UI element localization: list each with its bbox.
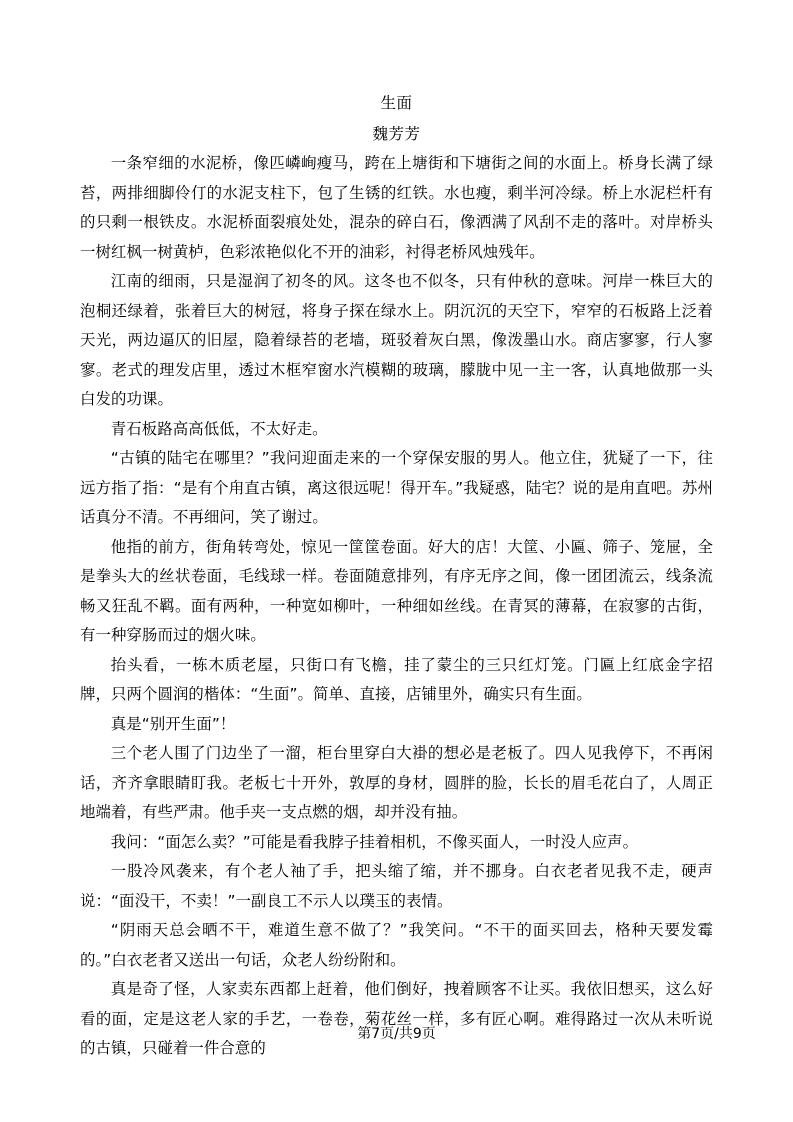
paragraph: 真是奇了怪，人家卖东西都上赶着，他们倒好，拽着顾客不让买。我依旧想买，这么好看的面，定是这老人家的手艺，一卷卷，菊花丝一样，多有匠心啊。难得路过一次从未听说的古镇，只碰着一件合意的 xyxy=(80,980,713,1057)
paragraph: 青石板路高高低低，不太好走。 xyxy=(110,419,328,438)
paragraph: 三个老人围了门边坐了一溜，柜台里穿白大褂的想必是老板了。四人见我停下，不再闲话，齐齐拿眼睛盯我。老板七十开外，敦厚的身材，圆胖的脸，长长的眉毛花白了，人周正地端着，有些严肃。他手夹一支点燃的烟，却并没有抽。 xyxy=(80,744,713,821)
paragraph: 一条窄细的水泥桥，像匹嶙峋瘦马，跨在上塘街和下塘街之间的水面上。桥身长满了绿苔，两排细脚伶仃的水泥支柱下，包了生锈的红铁。水也瘦，剩半河冷绿。桥上水泥栏杆有的只剩一根铁皮。水泥桥面裂痕处处，混杂的碎白石，像洒满了风刮不走的落叶。对岸桥头一树红枫一树黄栌，色彩浓艳似化不开的油彩，衬得老桥风烛残年。 xyxy=(80,154,713,261)
paragraph: 我问：“面怎么卖？”可能是看我脖子挂着相机，不像买面人，一时没人应声。 xyxy=(110,832,639,851)
paragraph: “阴雨天总会晒不干，难道生意不做了？”我笑问。“不干的面买回去，格种天要发霉的。”白衣老者又送出一句话，众老人纷纷附和。 xyxy=(80,921,713,969)
paragraph: 他指的前方，街角转弯处，惊见一筐筐卷面。好大的店！大筐、小匾、筛子、笼屉，全是拳头大的丝状卷面，毛线球一样。卷面随意排列，有序无序之间，像一团团流云，线条流畅又狂乱不羁。面有两种，一种宽如柳叶，一种细如丝线。在青冥的薄幕，在寂寥的古街，有一种穿肠而过的烟火味。 xyxy=(80,537,713,644)
paragraph: 江南的细雨，只是湿润了初冬的风。这冬也不似冬，只有仲秋的意味。河岸一株巨大的泡桐还绿着，张着巨大的树冠，将身子探在绿水上。阴沉沉的天空下，窄窄的石板路上泛着天光，两边逼仄的旧屋，隐着绿苔的老墙，斑驳着灰白黑，像泼墨山水。商店寥寥，行人寥寥。老式的理发店里，透过木框窄窗水汽模糊的玻璃，朦胧中见一主一客，认真地做那一头白发的功课。 xyxy=(80,272,713,408)
paragraph: 一股冷风袭来，有个老人袖了手，把头缩了缩，并不挪身。白衣老者见我不走，硬声说：“面没干，不卖！”一副良工不示人以璞玉的表情。 xyxy=(80,862,713,910)
paragraph: “古镇的陆宅在哪里？”我问迎面走来的一个穿保安服的男人。他立住，犹疑了一下，往远方指了指：“是有个甪直古镇，离这很远呢！得开车。”我疑惑，陆宅？说的是甪直吧。苏州话真分不清。不再细问，笑了谢过。 xyxy=(80,449,713,526)
document-author: 魏芳芳 xyxy=(372,125,421,143)
paragraph: 真是“别开生面”！ xyxy=(110,714,236,733)
paragraph: 抬头看，一栋木质老屋，只街口有飞檐，挂了蒙尘的三只红灯笼。门匾上红底金字招牌，只两个圆润的楷体：“生面”。简单、直接，店铺里外，确实只有生面。 xyxy=(80,655,713,703)
document-body xyxy=(80,92,713,1064)
document-title: 生面 xyxy=(380,94,413,112)
page-number-footer: 第7页/共9页 xyxy=(357,1026,436,1042)
